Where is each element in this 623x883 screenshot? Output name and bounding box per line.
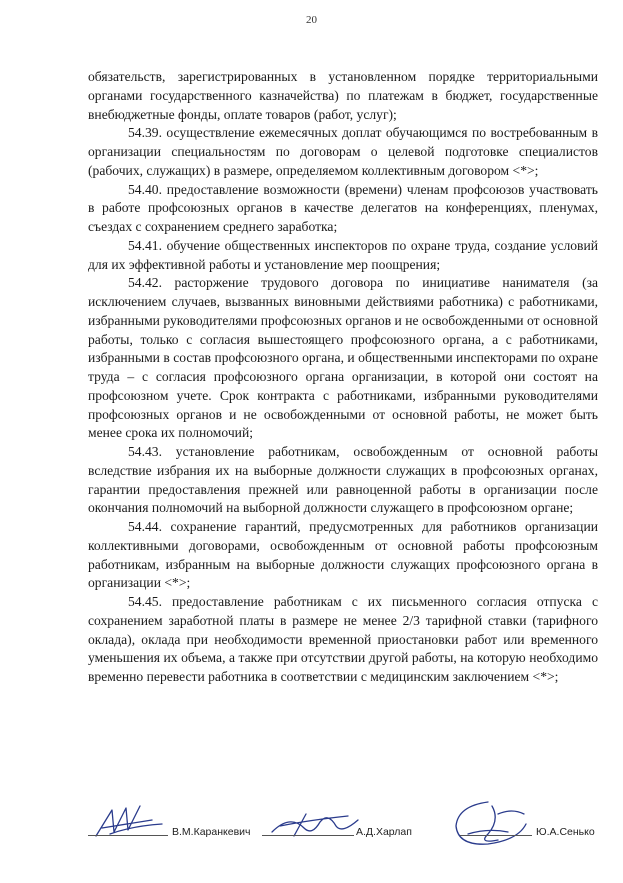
paragraph-54-41: 54.41. обучение общественных инспекторов по охране труда, создание условий для их эффективной работы и установление мер поощрения; — [88, 237, 598, 272]
signature-2-line — [262, 835, 354, 836]
paragraph-54-45: 54.45. предоставление работникам с их письменного согласия отпуска с сохранением заработной платы в размере не менее 2/3 тарифной ставки (тарифного оклада), оклада при необходимости временной приостановки работ или временного уменьшения их объема, а также при отсутствии другой работы, на которую необходимо временно перевести работника в соответствии с медицинским заключением <*>; — [88, 594, 598, 684]
paragraph-54-40: 54.40. предоставление возможности (времени) членам профсоюзов участвовать в работе профсоюзных органов в качестве делегатов на конференциях, пленумах, съездах с сохранением среднего заработка; — [88, 181, 598, 234]
paragraph-54-44: 54.44. сохранение гарантий, предусмотренных для работников организации коллективными договорами, освобожденным от основной работы профсоюзным работникам, избранным на выборные должности служащих профсоюзного органа в организации <*>; — [88, 519, 598, 591]
signature-3-scribble — [448, 794, 538, 854]
signature-2-name: А.Д.Харлап — [356, 826, 412, 838]
paragraph-54-39: 54.39. осуществление ежемесячных доплат обучающимся по востребованным в организации специальностям по договорам о целевой подготовке специалистов (рабочих, служащих) в размере, определяемом коллективным договором <*>; — [88, 125, 598, 178]
signature-1-line — [88, 835, 168, 836]
signature-1-name: В.М.Каранкевич — [172, 826, 251, 838]
paragraph-54-42: 54.42. расторжение трудового договора по инициативе нанимателя (за исключением случаев, вызванных виновными действиями работника) с работниками, избранными руководителями профсоюзных органов и не освобожденными от основной работы, только с согласия вышестоящего профсоюзного органа, а с работниками, избранными в состав профсоюзного органа, и общественными инспекторами по охране труда – с согласия профсоюзного органа организации, в которой они состоят на профсоюзном учете. Срок контракта с работниками, избранными руководителями профсоюзных органов и не освобожденными от основной работы, не может быть менее срока их полномочий; — [88, 275, 598, 441]
page-number: 20 — [306, 14, 317, 26]
signature-1-scribble — [92, 802, 172, 842]
signature-block — [0, 800, 623, 880]
signature-3-name: Ю.А.Сенько — [536, 826, 595, 838]
signature-3-line — [460, 835, 532, 836]
paragraph-54-43: 54.43. установление работникам, освобожденным от основной работы вследствие избрания их на выборные должности служащих в профсоюзных органах, гарантии предоставления прежней или равноценной работы в организации после окончания полномочий на выборной должности служащего в профсоюзном органе; — [88, 444, 598, 516]
paragraph-continuation: обязательств, зарегистрированных в установленном порядке территориальными органами государственного казначейства) по платежам в бюджет, государственные внебюджетные фонды, оплате товаров (работ, услуг); — [88, 69, 598, 122]
document-body — [88, 68, 598, 687]
